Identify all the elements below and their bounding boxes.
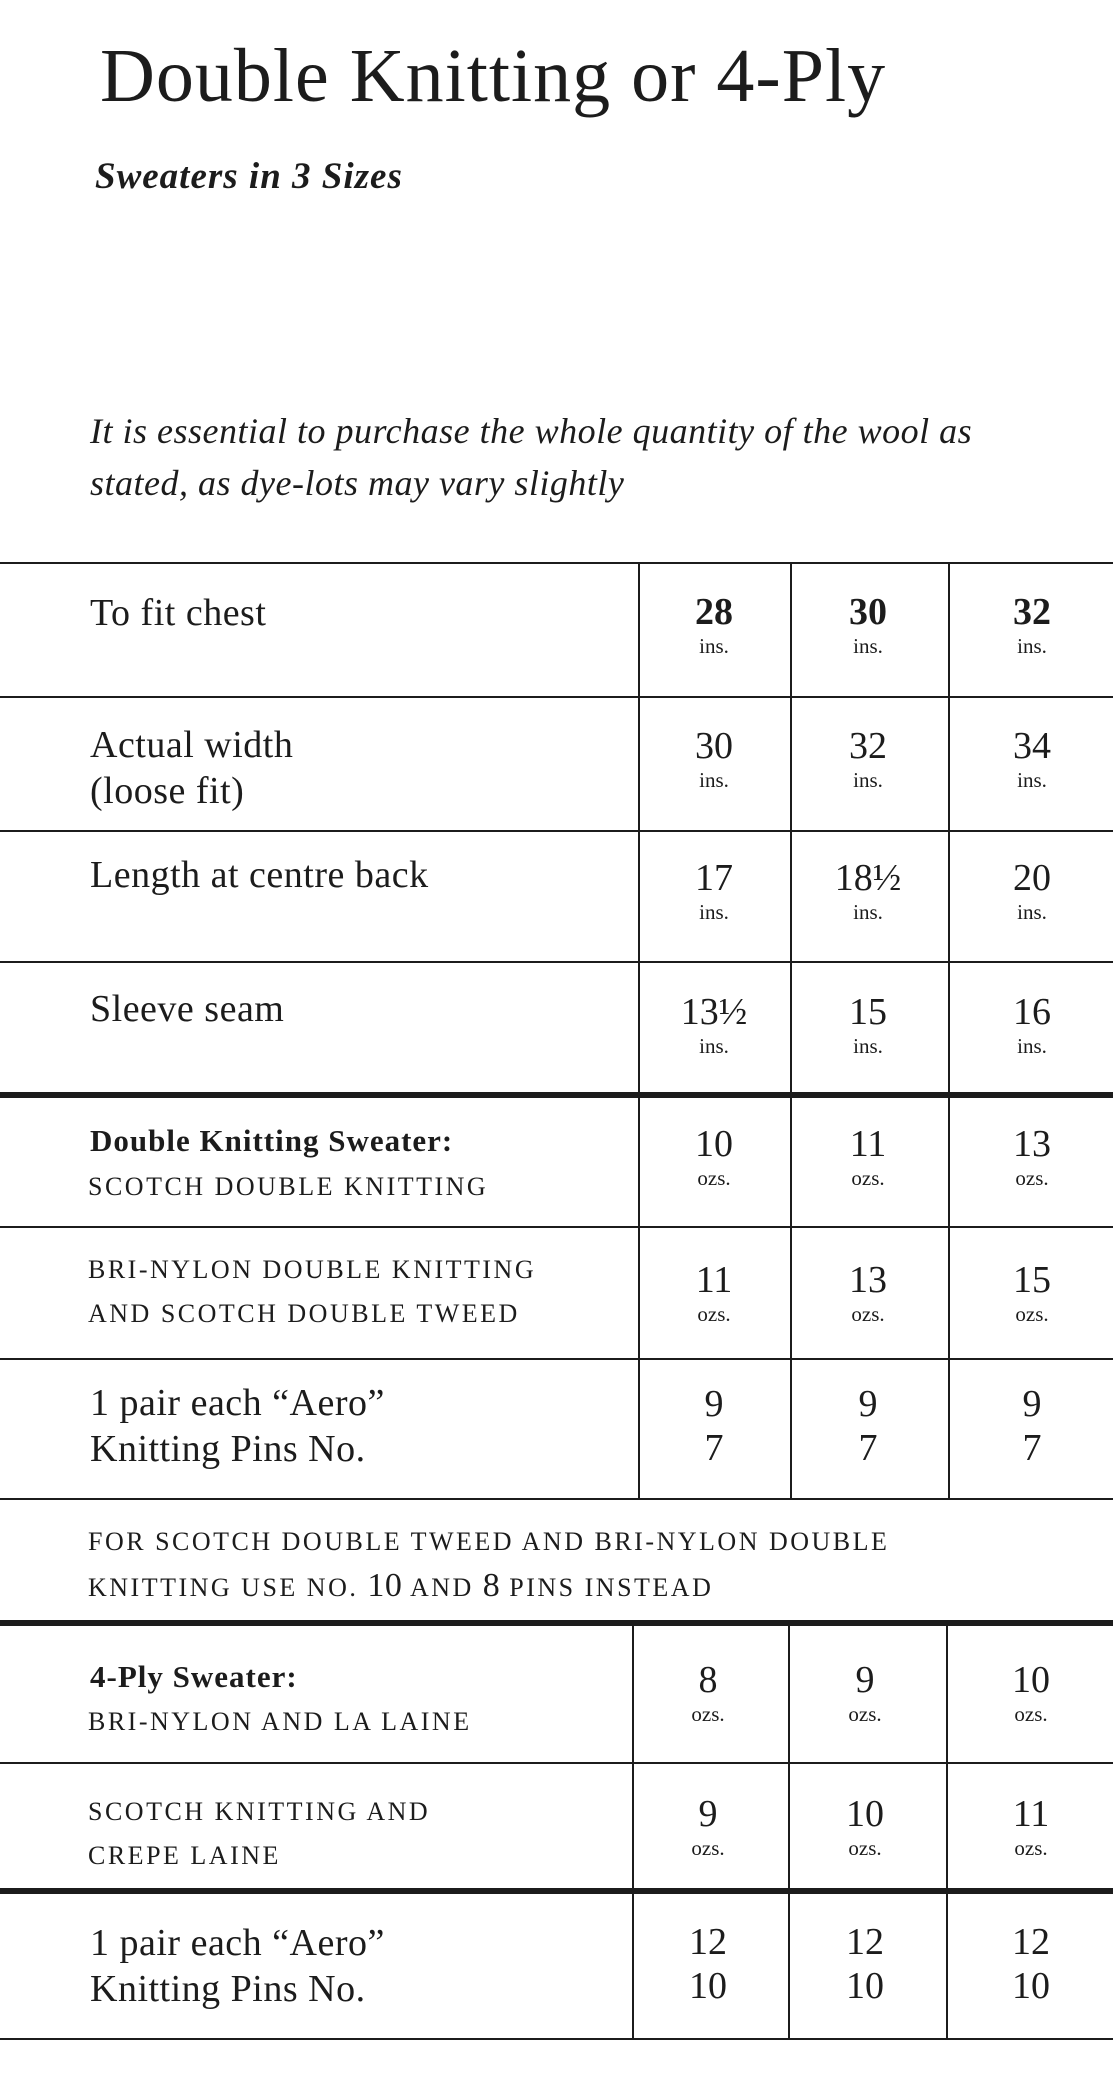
table-rule <box>0 830 1113 832</box>
yarn-qty-cell <box>639 1122 789 1190</box>
pins-label-double-knitting <box>90 1380 385 1472</box>
yarn-qty-cell <box>790 1658 940 1726</box>
pin-size: 9 <box>858 1383 878 1425</box>
section-heading-double-knitting: Double Knitting Sweater: <box>90 1123 454 1158</box>
yarn-qty-cell <box>639 1258 789 1326</box>
sleeve-value: 13½ <box>680 991 748 1033</box>
unit-label: ozs. <box>851 1166 885 1190</box>
table-rule <box>0 562 1113 564</box>
unit-label: ins. <box>699 1034 729 1058</box>
length-value: 17 <box>695 857 733 899</box>
unit-label: ins. <box>699 768 729 792</box>
table-rule <box>0 1226 1113 1228</box>
pin-size-cell <box>790 1920 940 2008</box>
yarn-qty: 9 <box>855 1659 875 1701</box>
chest-value: 28 <box>695 591 733 633</box>
purchase-note <box>90 405 1090 509</box>
row-label-sleeve: Sleeve seam <box>90 988 285 1030</box>
unit-label: ins. <box>1017 634 1047 658</box>
yarn-label-scotch-dk: SCOTCH DOUBLE KNITTING <box>88 1172 489 1201</box>
width-cell <box>639 724 789 792</box>
unit-label: ozs. <box>848 1836 882 1860</box>
yarn-qty: 10 <box>695 1123 733 1165</box>
tweed-note-pin-number: 8 <box>482 1567 501 1604</box>
unit-label: ozs. <box>1014 1702 1048 1726</box>
unit-label: ins. <box>853 900 883 924</box>
yarn-qty-cell <box>957 1122 1107 1190</box>
yarn-qty: 11 <box>849 1123 887 1165</box>
yarn-qty: 11 <box>1012 1793 1050 1835</box>
pin-size: 10 <box>689 1965 727 2007</box>
length-cell <box>793 856 943 924</box>
pin-size: 10 <box>846 1965 884 2007</box>
sleeve-value: 16 <box>1013 991 1051 1033</box>
unit-label: ins. <box>699 900 729 924</box>
sleeve-cell <box>639 990 789 1058</box>
page-title: Double Knitting or 4-Ply <box>100 34 887 118</box>
page-subtitle: Sweaters in 3 Sizes <box>95 156 403 197</box>
unit-label: ins. <box>853 1034 883 1058</box>
yarn-qty: 15 <box>1013 1259 1051 1301</box>
yarn-qty: 8 <box>698 1659 718 1701</box>
yarn-qty-cell <box>956 1658 1106 1726</box>
chest-cell <box>957 590 1107 658</box>
tweed-note-line-2 <box>88 1564 889 1610</box>
pin-size: 9 <box>1022 1383 1042 1425</box>
unit-label: ins. <box>853 768 883 792</box>
yarn-qty-cell <box>956 1792 1106 1860</box>
yarn-qty-cell <box>957 1258 1107 1326</box>
row-label-width <box>90 722 293 814</box>
table-rule <box>0 1498 1113 1500</box>
pin-size: 7 <box>858 1427 878 1469</box>
yarn-label-line-2: CREPE LAINE <box>88 1841 281 1870</box>
table-rule-thick <box>0 1092 1113 1098</box>
pin-size: 12 <box>1012 1921 1050 1963</box>
width-value: 32 <box>849 725 887 767</box>
table-rule <box>0 696 1113 698</box>
section-heading-4-ply: 4-Ply Sweater: <box>90 1659 298 1694</box>
width-value: 30 <box>695 725 733 767</box>
row-label-length: Length at centre back <box>90 854 429 896</box>
pin-size-cell <box>956 1920 1106 2008</box>
unit-label: ozs. <box>851 1302 885 1326</box>
yarn-qty: 9 <box>698 1793 718 1835</box>
chest-cell <box>793 590 943 658</box>
pin-size: 7 <box>704 1427 724 1469</box>
pin-size: 12 <box>846 1921 884 1963</box>
table-rule <box>0 1358 1113 1360</box>
pins-label-line-1: 1 pair each “Aero” <box>90 1922 385 1964</box>
chest-value: 30 <box>849 591 887 633</box>
pin-size: 7 <box>1022 1427 1042 1469</box>
yarn-label-bri-nylon-la-laine: BRI-NYLON AND LA LAINE <box>88 1707 472 1736</box>
purchase-note-line-1: It is essential to purchase the whole quantity of the wool as <box>90 411 973 451</box>
yarn-qty-cell <box>633 1658 783 1726</box>
yarn-qty: 13 <box>849 1259 887 1301</box>
length-cell <box>957 856 1107 924</box>
unit-label: ins. <box>1017 768 1047 792</box>
sleeve-cell <box>793 990 943 1058</box>
unit-label: ozs. <box>691 1702 725 1726</box>
table-rule <box>0 2038 1113 2040</box>
row-label-chest: To fit chest <box>90 592 267 634</box>
purchase-note-line-2: stated, as dye-lots may vary slightly <box>90 463 625 503</box>
unit-label: ozs. <box>691 1836 725 1860</box>
yarn-qty: 11 <box>695 1259 733 1301</box>
unit-label: ozs. <box>1015 1302 1049 1326</box>
yarn-label-bri-nylon-dk <box>88 1248 536 1336</box>
yarn-qty-cell <box>793 1258 943 1326</box>
column-rule <box>790 562 792 1498</box>
width-cell <box>793 724 943 792</box>
pins-label-4-ply <box>90 1920 385 2012</box>
yarn-qty-cell <box>633 1792 783 1860</box>
yarn-qty: 10 <box>846 1793 884 1835</box>
length-value: 20 <box>1013 857 1051 899</box>
yarn-label-line-1: BRI-NYLON DOUBLE KNITTING <box>88 1255 537 1284</box>
sleeve-cell <box>957 990 1107 1058</box>
pin-size: 9 <box>704 1383 724 1425</box>
unit-label: ins. <box>1017 1034 1047 1058</box>
yarn-label-line-1: SCOTCH KNITTING AND <box>88 1797 431 1826</box>
pin-size: 12 <box>689 1921 727 1963</box>
tweed-note-pin-number: 10 <box>367 1567 403 1604</box>
pin-size-cell <box>957 1382 1107 1470</box>
pins-label-line-1: 1 pair each “Aero” <box>90 1382 385 1424</box>
pin-size-cell <box>639 1382 789 1470</box>
chest-value: 32 <box>1013 591 1051 633</box>
chest-cell <box>639 590 789 658</box>
yarn-qty: 10 <box>1012 1659 1050 1701</box>
unit-label: ozs. <box>1015 1166 1049 1190</box>
tweed-note-text: PINS INSTEAD <box>509 1573 714 1602</box>
length-value: 18½ <box>834 857 902 899</box>
row-label-width-line-1: Actual width <box>90 724 294 766</box>
unit-label: ozs. <box>697 1302 731 1326</box>
yarn-label-line-2: AND SCOTCH DOUBLE TWEED <box>88 1299 520 1328</box>
table-rule <box>0 961 1113 963</box>
pin-size-cell <box>793 1382 943 1470</box>
yarn-qty-cell <box>793 1122 943 1190</box>
sleeve-value: 15 <box>849 991 887 1033</box>
tweed-note-text: AND <box>409 1573 474 1602</box>
unit-label: ins. <box>853 634 883 658</box>
tweed-pins-note <box>88 1520 889 1610</box>
unit-label: ozs. <box>697 1166 731 1190</box>
tweed-note-line-1: FOR SCOTCH DOUBLE TWEED AND BRI-NYLON DOUBLE <box>88 1527 890 1556</box>
pins-label-line-2: Knitting Pins No. <box>90 1428 366 1470</box>
unit-label: ozs. <box>1014 1836 1048 1860</box>
yarn-label-scotch-crepe <box>88 1790 430 1878</box>
yarn-qty-cell <box>790 1792 940 1860</box>
row-label-width-line-2: (loose fit) <box>90 770 245 812</box>
unit-label: ozs. <box>848 1702 882 1726</box>
yarn-qty: 13 <box>1013 1123 1051 1165</box>
column-rule <box>946 1620 948 2038</box>
column-rule <box>948 562 950 1498</box>
width-value: 34 <box>1013 725 1051 767</box>
tweed-note-text: KNITTING USE NO. <box>88 1573 359 1602</box>
pin-size-cell <box>633 1920 783 2008</box>
pins-label-line-2: Knitting Pins No. <box>90 1968 366 2010</box>
unit-label: ins. <box>1017 900 1047 924</box>
pin-size: 10 <box>1012 1965 1050 2007</box>
width-cell <box>957 724 1107 792</box>
unit-label: ins. <box>699 634 729 658</box>
length-cell <box>639 856 789 924</box>
